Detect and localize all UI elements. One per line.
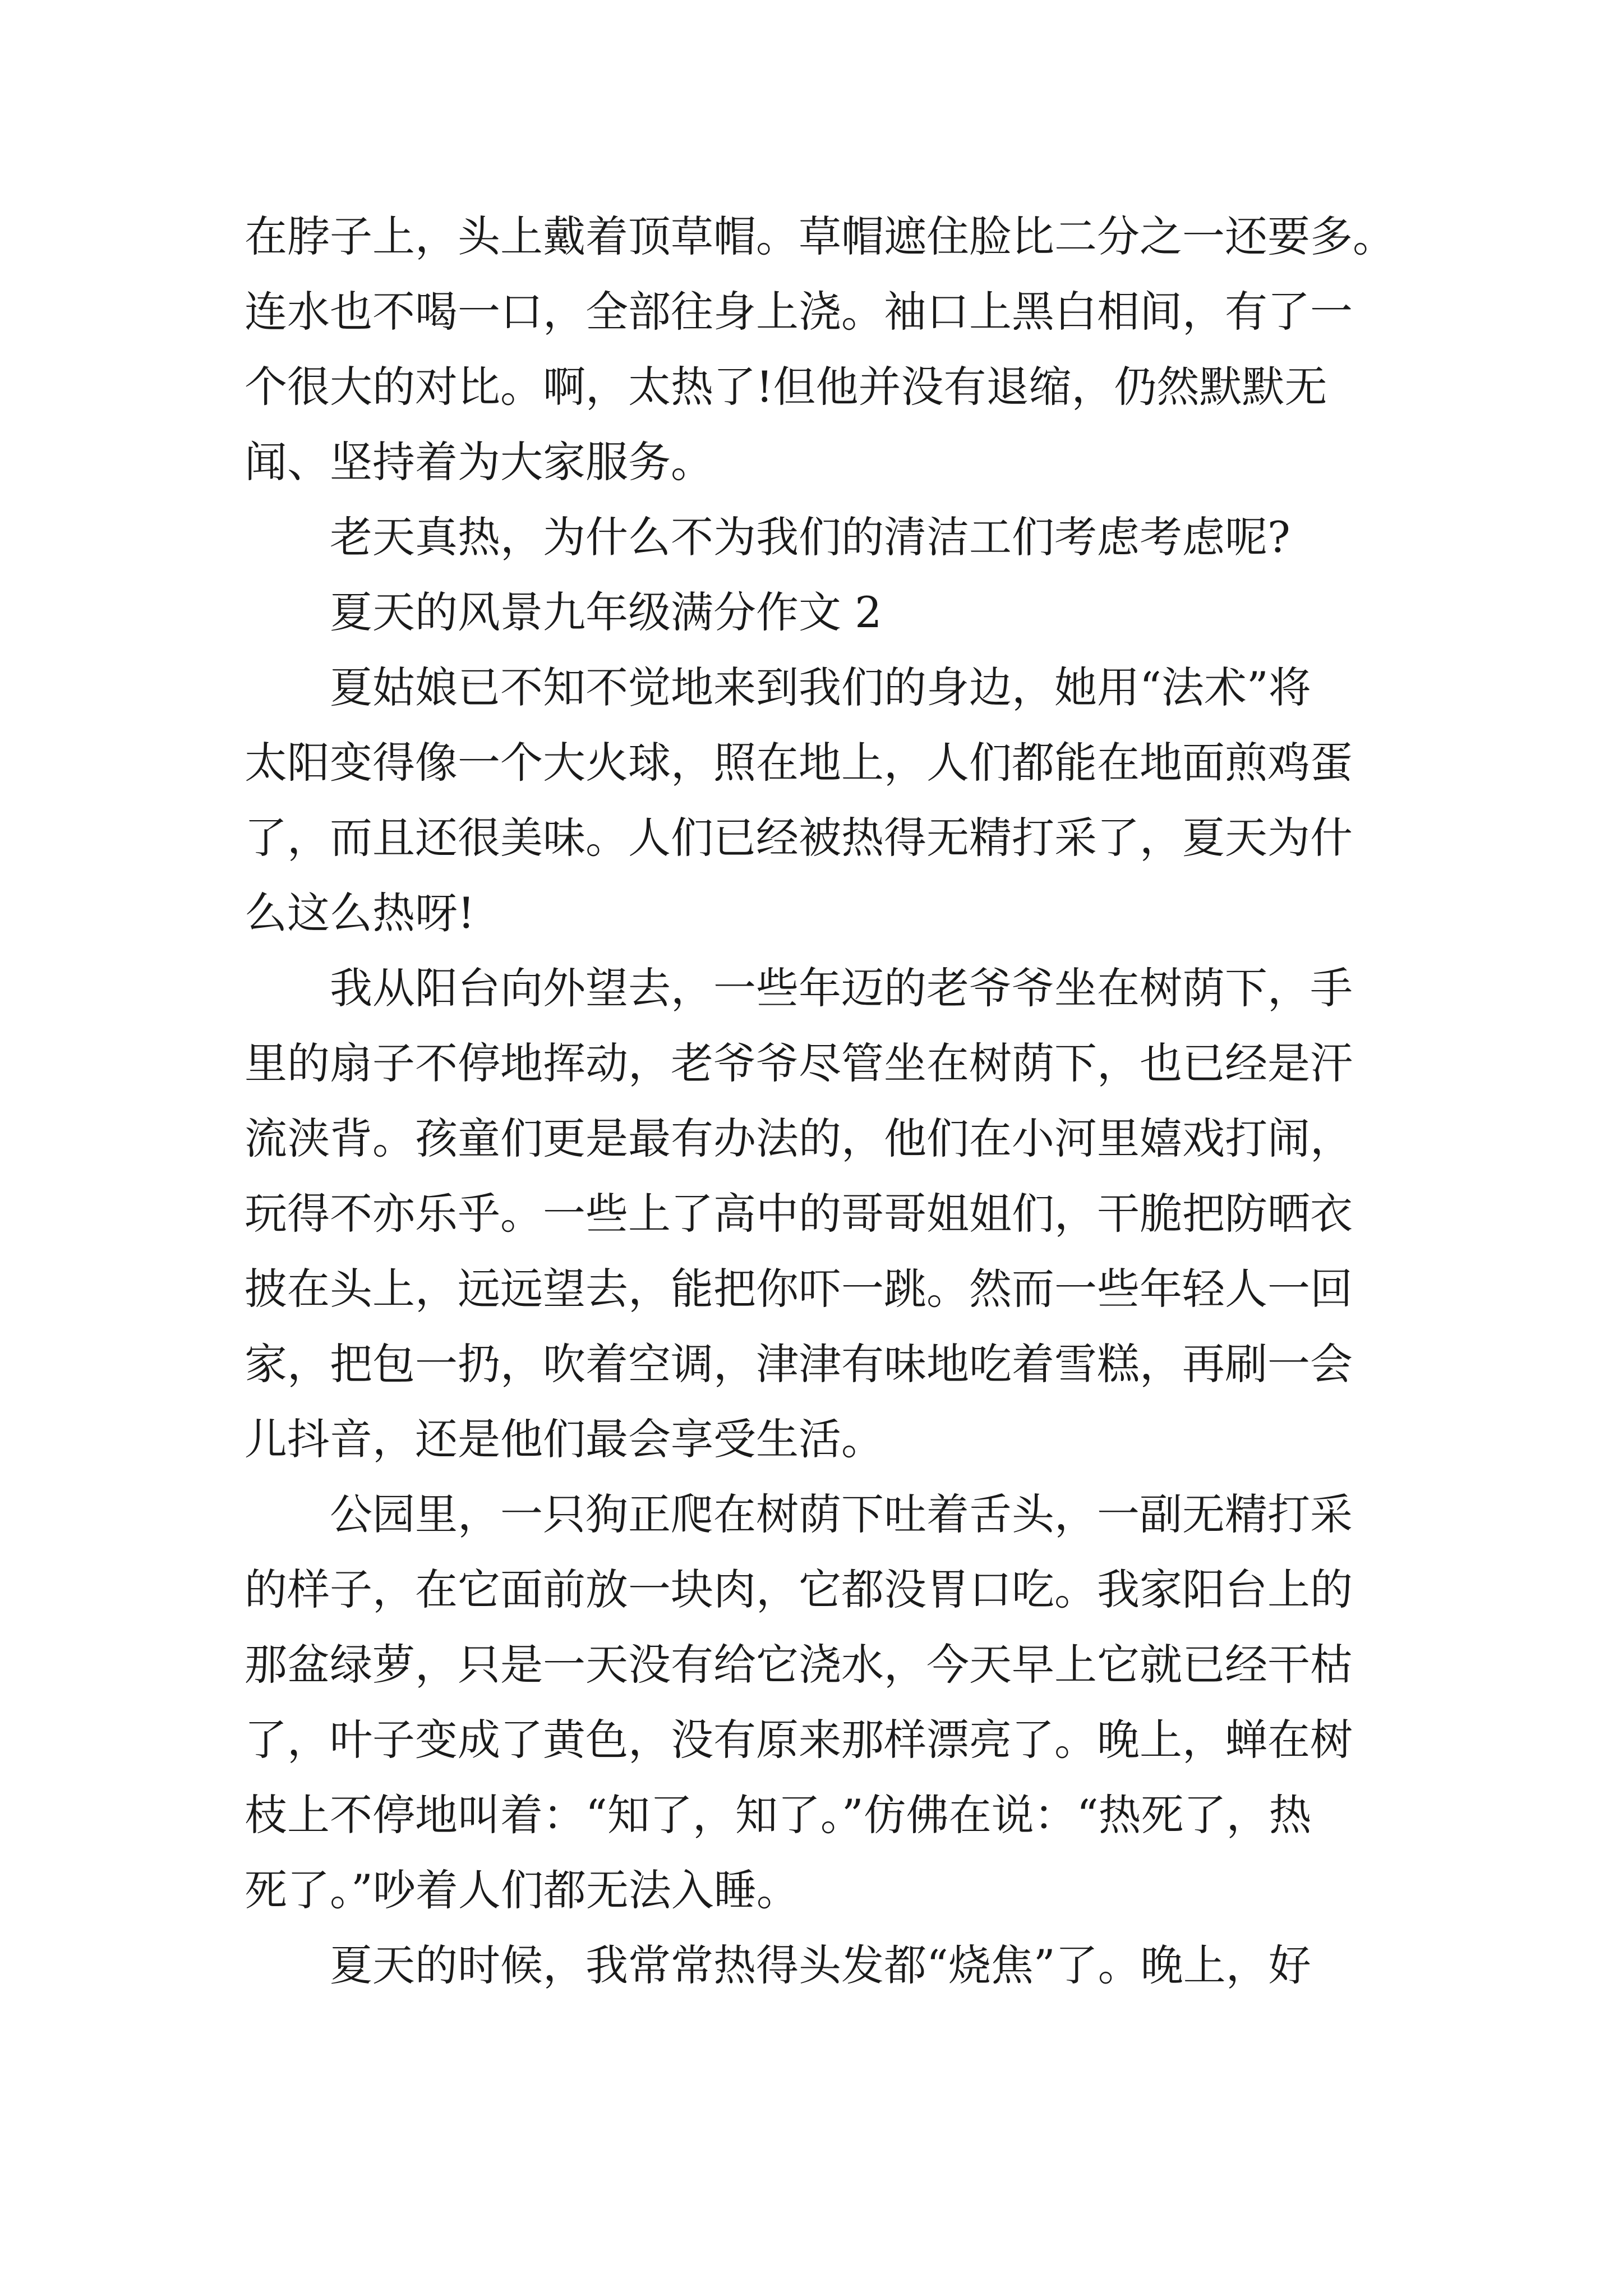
text-line: 在脖子上，头上戴着顶草帽。草帽遮住脸比二分之一还要多。: [245, 211, 1395, 261]
text-line: 枝上不停地叫着：“知了，知了。”仿佛在说：“热死了，热: [245, 1790, 1312, 1840]
text-line: 玩得不亦乐乎。一些上了高中的哥哥姐姐们，干脆把防晒衣: [245, 1189, 1353, 1239]
text-line: 个很大的对比。啊，太热了!但他并没有退缩，仍然默默无: [245, 362, 1327, 412]
text-line: 的样子，在它面前放一块肉，它都没胃口吃。我家阳台上的: [245, 1565, 1353, 1614]
section-heading: 夏天的风景九年级满分作文 2: [330, 587, 882, 637]
text-line: 公园里，一只狗正爬在树荫下吐着舌头，一副无精打采: [330, 1489, 1353, 1539]
text-line: 连水也不喝一口，全部往身上浇。袖口上黑白相间，有了一: [245, 287, 1353, 337]
text-line: 那盆绿萝，只是一天没有给它浇水，今天早上它就已经干枯: [245, 1640, 1353, 1690]
text-line: 夏天的时候，我常常热得头发都“烧焦”了。晚上，好: [330, 1940, 1311, 1990]
text-line: 了，而且还很美味。人们已经被热得无精打采了，夏天为什: [245, 813, 1353, 863]
text-line: 流浃背。孩童们更是最有办法的，他们在小河里嬉戏打闹，: [245, 1114, 1353, 1163]
text-line: 夏姑娘已不知不觉地来到我们的身边，她用“法术”将: [330, 662, 1311, 712]
document-body: [245, 199, 1395, 2003]
text-line: 闻、坚持着为大家服务。: [245, 437, 713, 487]
text-line: 么这么热呀!: [245, 888, 475, 938]
text-line: 儿抖音，还是他们最会享受生活。: [245, 1414, 884, 1464]
text-line: 我从阳台向外望去，一些年迈的老爷爷坐在树荫下，手: [330, 963, 1353, 1013]
text-line: 了，叶子变成了黄色，没有原来那样漂亮了。晚上，蝉在树: [245, 1715, 1353, 1765]
text-line: 披在头上，远远望去，能把你吓一跳。然而一些年轻人一回: [245, 1264, 1353, 1314]
text-line: 家，把包一扔，吹着空调，津津有味地吃着雪糕，再刷一会: [245, 1339, 1353, 1389]
text-line: 里的扇子不停地挥动，老爷爷尽管坐在树荫下，也已经是汗: [245, 1038, 1353, 1088]
text-line: 老天真热，为什么不为我们的清洁工们考虑考虑呢?: [330, 512, 1290, 562]
text-line: 太阳变得像一个大火球，照在地上，人们都能在地面煎鸡蛋: [245, 738, 1353, 788]
text-line: 死了。”吵着人们都无法入睡。: [245, 1865, 799, 1915]
